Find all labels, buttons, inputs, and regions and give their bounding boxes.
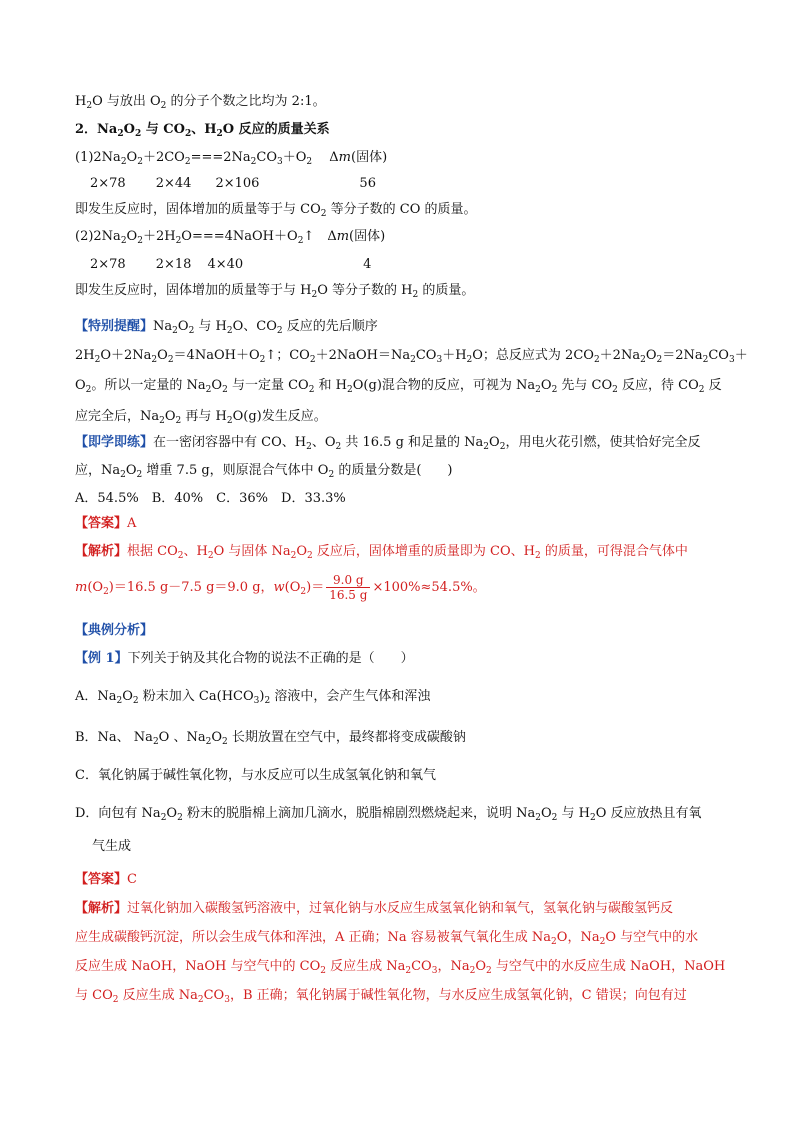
practice-analysis-line-2: $m(O_2)=16.5$ g－7.5 g＝9.0 g，$w(O_2)=$ $\frac{9.0 g}{16.5 g}$ ×100%≈54.5%。	[75, 573, 486, 602]
reaction-2-equation: $(2)2Na_2O_2+2H_2O===4NaOH+O_2↑$ Δm(固体)	[75, 229, 386, 246]
intro-line: $H_2O$ 与放出 $O_2$ 的分子个数之比均为 2:1。	[75, 94, 326, 111]
example-1-option-d-line-2: 气生成	[92, 839, 132, 854]
example-1-option-c: C．氧化钠属于碱性氧化物，与水反应可以生成氢氧化钠和氧气	[75, 768, 436, 783]
special-tip-line-2: $O_2$。所以一定量的 $Na_2O_2$ 与一定量 $CO_2$ 和 $H_2O(g)$混合物的反应，可视为 $Na_2O_2$ 先与 $CO_2$ 反应，待 $CO_2$ 反	[75, 378, 722, 395]
example-1-option-a: A．$Na_2O_2$ 粉末加入 $Ca(HCO_3)_2$ 溶液中，会产生气体和浑浊	[75, 689, 431, 706]
example-1-question: 【例 1】下列关于钠及其化合物的说法不正确的是（ ）	[75, 651, 414, 666]
practice-question-line-2: 应，$Na_2O_2$ 增重 7.5 g，则原混合气体中 $O_2$ 的质量分数是( )	[75, 463, 453, 480]
reaction-1-masses: 2×78 2×44 2×106 56	[90, 176, 376, 191]
typical-analysis-heading: 【典例分析】	[75, 623, 154, 638]
fraction: $\frac{9.0 g}{16.5 g}$	[326, 573, 370, 602]
example-1-answer: 【答案】C	[75, 872, 137, 887]
special-tip-title: 【特别提醒】$Na_2O_2$ 与 $H_2O$、$CO_2$ 反应的先后顺序	[75, 319, 378, 336]
reaction-1-note: 即发生反应时，固体增加的质量等于与 $CO_2$ 等分子数的 CO 的质量。	[75, 202, 477, 219]
example-1-analysis-line-1: 【解析】过氧化钠加入碳酸氢钙溶液中，过氧化钠与水反应生成氢氧化钠和氧气，氢氧化钠与碳酸氢钙反	[75, 901, 674, 916]
practice-answer: 【答案】A	[75, 516, 137, 531]
example-1-analysis-line-2: 应生成碳酸钙沉淀，所以会生成气体和浑浊，A 正确；Na 容易被氧气氧化生成 $Na_2O$，$Na_2O$ 与空气中的水	[75, 930, 699, 947]
reaction-2-masses: 2×78 2×18 4×40 4	[90, 257, 372, 272]
special-tip-line-3: 应完全后，$Na_2O_2$ 再与 $H_2O(g)$发生反应。	[75, 409, 327, 426]
special-tip-line-1: $2H_2O+2Na_2O_2=4NaOH+O_2↑$；$CO_2+2NaOH=Na_2CO_3+H_2O$；总反应式为 $2CO_2+2Na_2O_2=2Na_2CO_3+$	[75, 348, 748, 365]
example-1-option-d-line-1: D．向包有 $Na_2O_2$ 粉末的脱脂棉上滴加几滴水，脱脂棉剧烈燃烧起来，说明 $Na_2O_2$ 与 $H_2O$ 反应放热且有氧	[75, 806, 702, 823]
reaction-2-note: 即发生反应时，固体增加的质量等于与 $H_2O$ 等分子数的 $H_2$ 的质量。	[75, 283, 475, 300]
practice-analysis-line-1: 【解析】根据 $CO_2$、$H_2O$ 与固体 $Na_2O_2$ 反应后，固体增重的质量即为 CO、$H_2$ 的质量，可得混合气体中	[75, 544, 688, 561]
practice-question-line-1: 【即学即练】在一密闭容器中有 CO、$H_2$、$O_2$ 共 16.5 g 和足量的 $Na_2O_2$，用电火花引燃，使其恰好完全反	[75, 435, 701, 452]
example-1-analysis-line-4: 与 $CO_2$ 反应生成 $Na_2CO_3$，B 正确；氧化钠属于碱性氧化物，与水反应生成氢氧化钠，C 错误；向包有过	[75, 988, 687, 1005]
example-1-option-b: B．Na、 $Na_2O$ 、$Na_2O_2$ 长期放置在空气中，最终都将变成碳酸钠	[75, 730, 466, 747]
practice-options: A．54.5% B．40% C．36% D．33.3%	[75, 491, 346, 506]
example-1-analysis-line-3: 反应生成 NaOH，NaOH 与空气中的 $CO_2$ 反应生成 $Na_2CO_3$，$Na_2O_2$ 与空气中的水反应生成 NaOH，NaOH	[75, 959, 726, 976]
reaction-1-equation: $(1)2Na_2O_2+2CO_2===2Na_2CO_3+O_2$ Δm(固体)	[75, 150, 388, 167]
section-heading: 2．$Na_2O_2$ 与 $CO_2$、$H_2O$ 反应的质量关系	[75, 122, 330, 139]
